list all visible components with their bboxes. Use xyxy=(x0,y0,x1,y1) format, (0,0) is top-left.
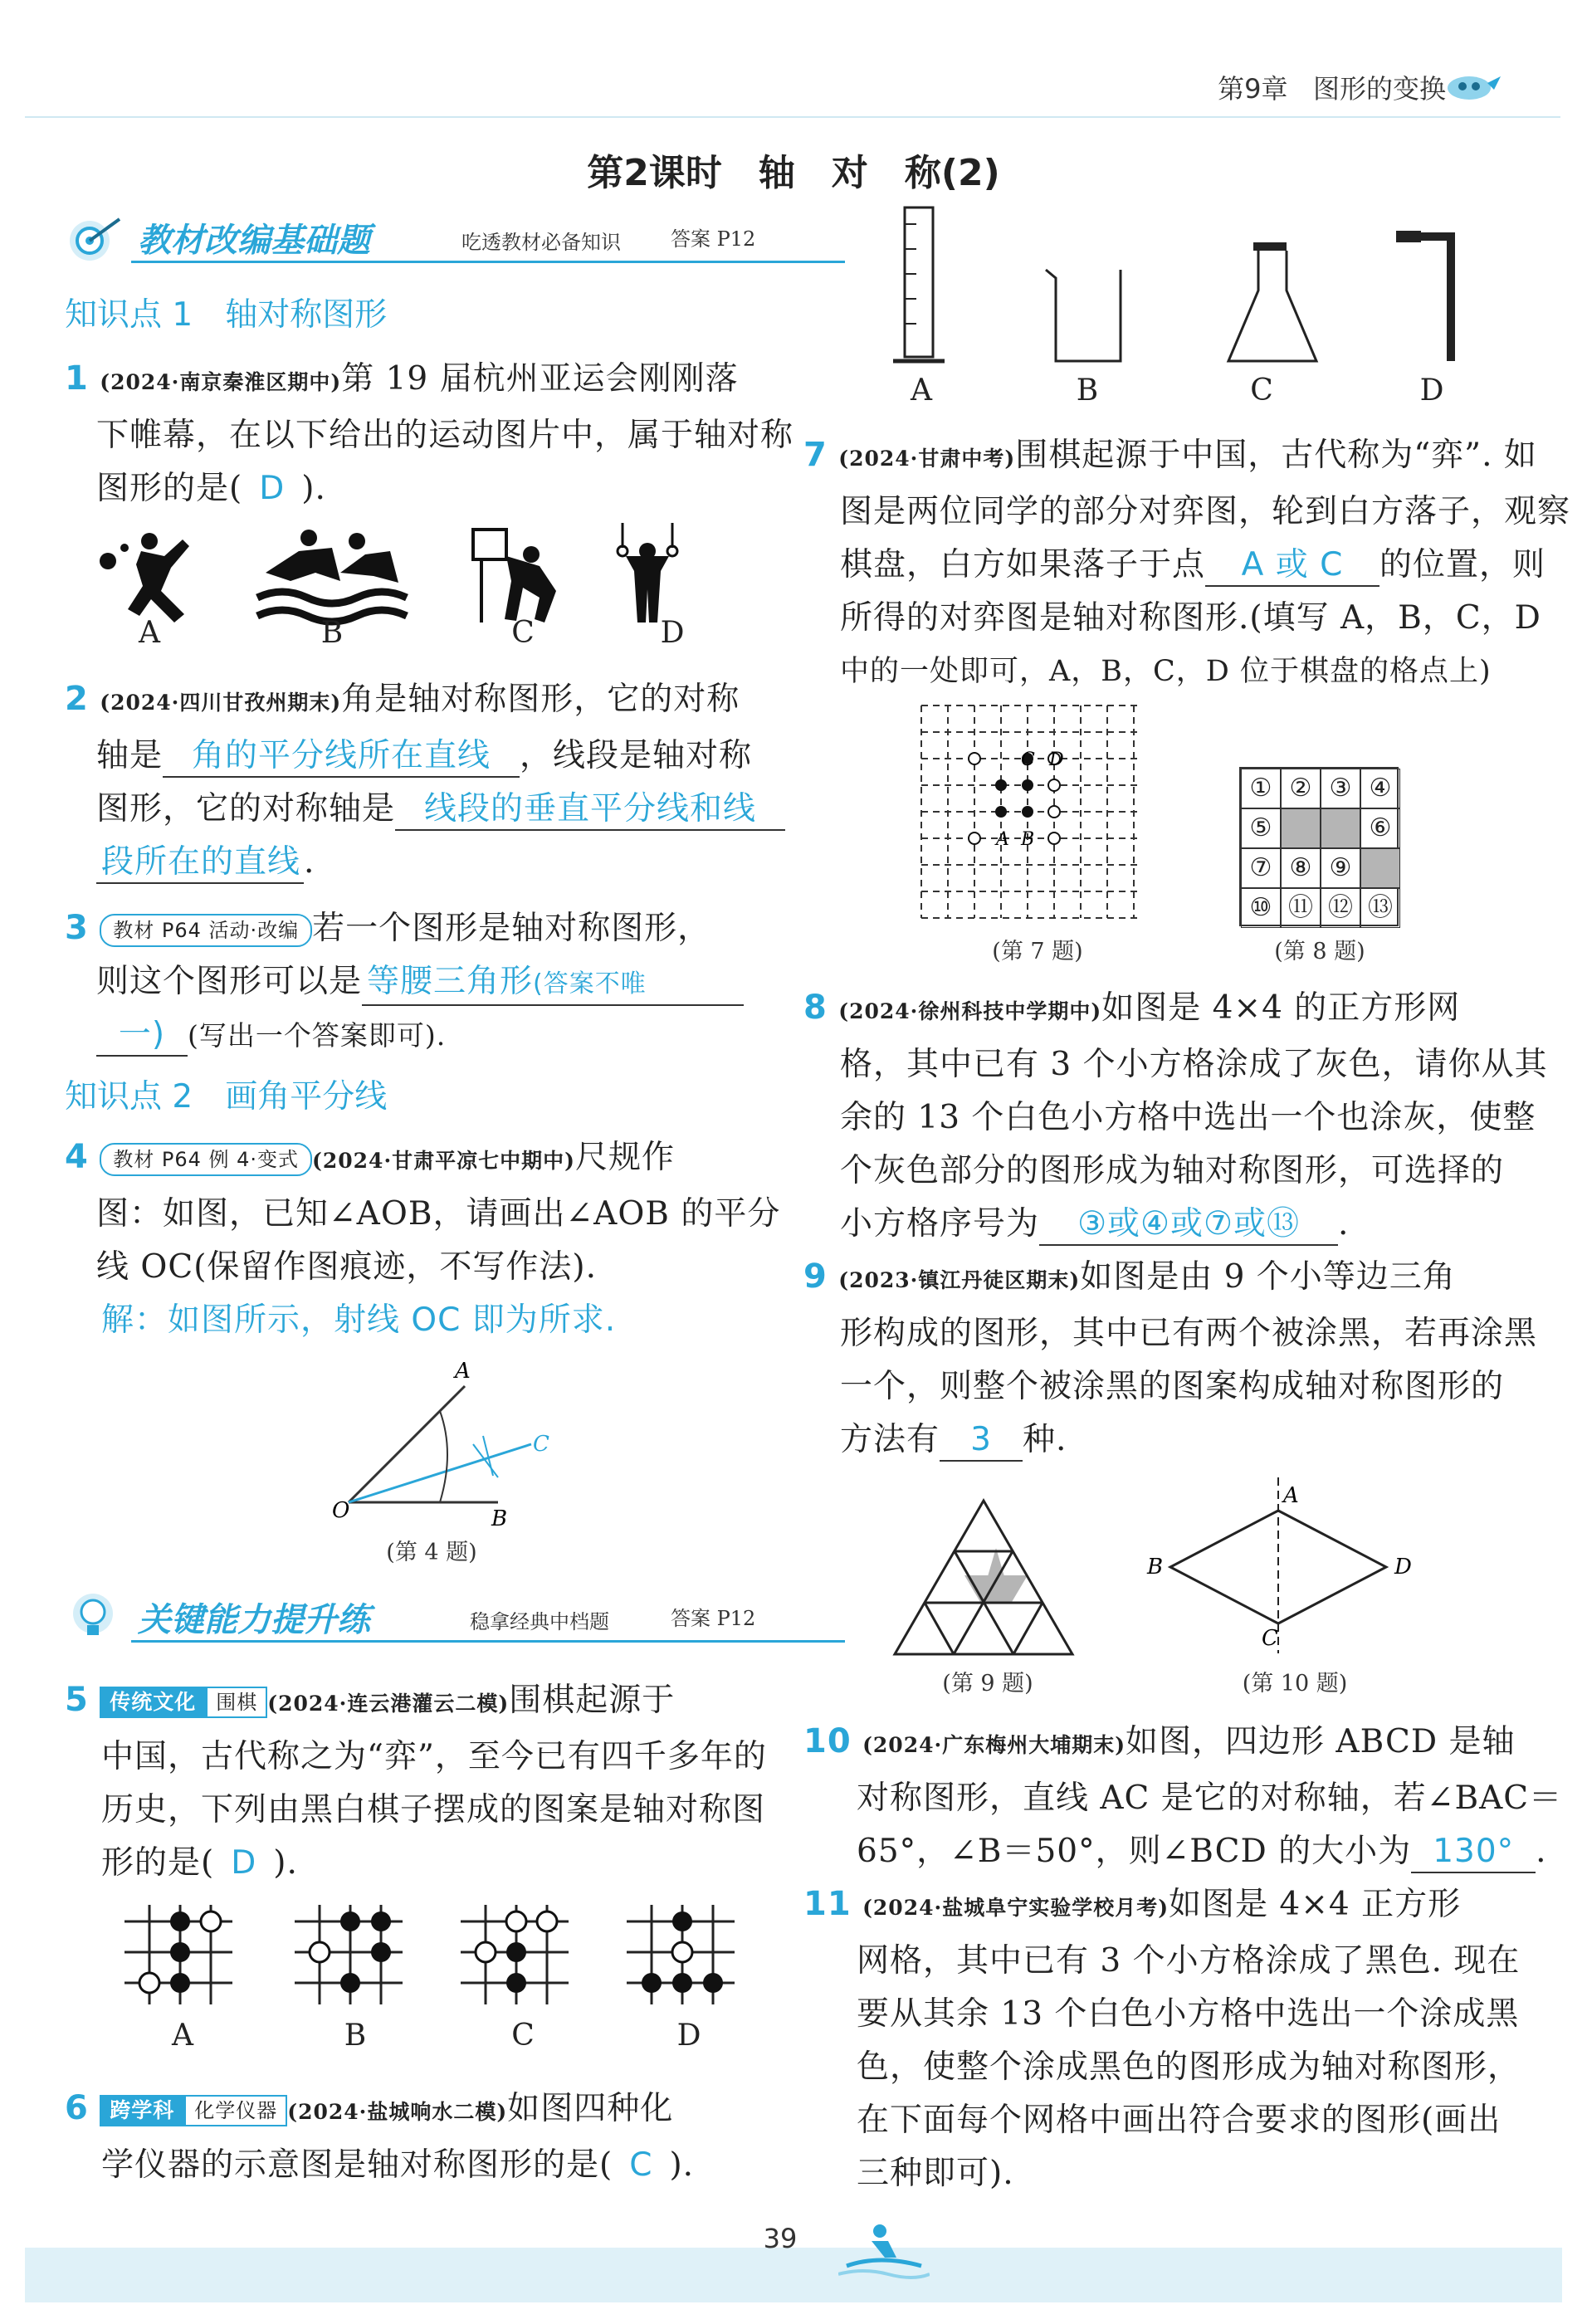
q5-number: 5 xyxy=(65,1681,89,1719)
q3-answer: 等腰三角形 xyxy=(367,963,534,1000)
section1-subtitle: 吃透教材必备知识 xyxy=(461,231,621,254)
question-4 xyxy=(65,1130,787,1347)
q8-cell-shaded xyxy=(1321,808,1360,848)
q11-number: 11 xyxy=(803,1885,852,1923)
q4-source: (2024·甘肃平凉七中期中) xyxy=(312,1149,575,1173)
q7-line3a: 棋盘，白方如果落子于点 xyxy=(840,546,1206,583)
q10-point-c: C xyxy=(1262,1626,1278,1651)
q3-line3: (写出一个答案即可). xyxy=(188,1019,447,1052)
q5-line1: 围棋起源于 xyxy=(509,1682,676,1719)
q4-source-tag: 教材 P64 例 4·变式 xyxy=(100,1143,312,1176)
q4-point-c: C xyxy=(533,1432,549,1457)
q8-line1: 如图是 4×4 的正方形网 xyxy=(1101,989,1461,1027)
q4-line3: 线 OC(保留作图痕迹，不写作法). xyxy=(96,1248,598,1286)
q9-line4b: 种. xyxy=(1023,1421,1067,1458)
q9-line4a: 方法有 xyxy=(840,1421,940,1458)
q3-line1: 若一个图形是轴对称图形， xyxy=(312,910,711,947)
q10-answer: 130° xyxy=(1411,1832,1536,1873)
question-2 xyxy=(65,672,787,889)
q4-angle-figure xyxy=(315,1353,581,1527)
q6-line2: 学仪器的示意图是轴对称图形的是( xyxy=(101,2146,613,2184)
q5-tag-culture: 传统文化 xyxy=(100,1687,206,1718)
q1-label-d: D xyxy=(660,616,685,650)
q6-number: 6 xyxy=(65,2089,89,2127)
question-7 xyxy=(803,428,1571,698)
q1-line1: 第 19 届杭州亚运会刚刚落 xyxy=(341,360,739,398)
section2-answer-ref: 答案 P12 xyxy=(671,1607,756,1630)
q8-line3: 余的 13 个白色小方格中选出一个也涂灰，使整 xyxy=(840,1099,1536,1136)
q3-line2a: 则这个图形可以是 xyxy=(96,963,363,1000)
q10-quadrilateral-figure xyxy=(1137,1469,1436,1660)
q5-end: ). xyxy=(273,1844,298,1882)
section2-banner xyxy=(65,1589,779,1647)
q7-point-b: B xyxy=(1021,829,1035,850)
q11-line3: 要从其余 13 个白色小方格中选出一个涂成黑 xyxy=(857,1995,1520,2033)
q5-tag-go: 围棋 xyxy=(206,1687,267,1718)
q8-cell-shaded xyxy=(1281,808,1321,848)
q9-line1: 如图是由 9 个小等边三角 xyxy=(1080,1258,1456,1296)
q5-go-patterns xyxy=(116,1901,747,2017)
q3-answer-note2: 一) xyxy=(96,1015,188,1057)
page-number: 39 xyxy=(763,2223,798,2254)
q2-line2a: 轴是 xyxy=(96,737,164,774)
running-header xyxy=(1218,68,1446,106)
q6-end: ). xyxy=(669,2146,695,2184)
q6-instruments xyxy=(872,199,1519,374)
page-title: 第2课时 轴 对 称(2) xyxy=(587,152,1000,194)
q8-end: . xyxy=(1338,1205,1350,1243)
chapter-number: 第9章 xyxy=(1218,73,1288,105)
q5-line3: 历史，下列由黑白棋子摆成的图案是轴对称图 xyxy=(101,1791,766,1828)
q8-answer: ③或④或⑦或⑬ xyxy=(1039,1204,1338,1246)
q8-line5a: 小方格序号为 xyxy=(840,1205,1040,1243)
synchronized-swimming-icon xyxy=(257,530,407,622)
q9-caption: (第 9 题) xyxy=(942,1671,1033,1697)
q6-label-a: A xyxy=(911,374,932,408)
q3-source-tag: 教材 P64 活动·改编 xyxy=(100,914,312,947)
q7-line5: 中的一处即可，A，B，C，D 位于棋盘的格点上) xyxy=(840,655,1492,688)
q6-tag-cross-subject: 跨学科 xyxy=(100,2095,184,2126)
basketball-icon xyxy=(473,530,556,622)
q11-line4: 色，使整个涂成黑色的图形成为轴对称图形， xyxy=(857,2048,1521,2086)
q8-grid xyxy=(1239,767,1399,926)
q2-source: (2024·四川甘孜州期末) xyxy=(100,691,342,715)
q7-caption: (第 7 题) xyxy=(992,939,1083,964)
q8-source: (2024·徐州科技中学期中) xyxy=(838,999,1102,1023)
q9-answer: 3 xyxy=(940,1420,1023,1462)
rings-gymnastics-icon xyxy=(618,523,677,622)
q5-source: (2024·连云港灌云二模) xyxy=(267,1692,510,1716)
q10-source: (2024·广东梅州大埔期末) xyxy=(862,1733,1126,1757)
q7-line4: 所得的对弈图是轴对称图形.(填写 A，B，C，D xyxy=(840,599,1541,637)
q10-line1: 如图，四边形 ABCD 是轴 xyxy=(1126,1723,1516,1760)
q9-line2: 形构成的图形，其中已有两个被涂黑，若再涂黑 xyxy=(840,1315,1538,1352)
q8-caption: (第 8 题) xyxy=(1274,939,1365,964)
q11-source: (2024·盐城阜宁实验学校月考) xyxy=(862,1896,1169,1920)
header-bird-icon xyxy=(1444,65,1502,106)
q6-label-c: C xyxy=(1250,374,1273,408)
q8-cell: ⑪ xyxy=(1281,888,1321,928)
q11-line5: 在下面每个网格中画出符合要求的图形(画出 xyxy=(857,2102,1502,2139)
q10-caption: (第 10 题) xyxy=(1242,1671,1348,1697)
q7-point-c: C xyxy=(1021,749,1035,770)
section2-underline xyxy=(131,1640,845,1643)
knowledge-point-2: 知识点 2 画角平分线 xyxy=(65,1078,388,1116)
q6-label-d: D xyxy=(1419,374,1444,408)
section1-banner xyxy=(65,209,779,267)
q1-answer: D xyxy=(259,470,286,507)
question-1 xyxy=(65,352,794,515)
q8-cell: ⑤ xyxy=(1241,808,1281,848)
q1-label-b: B xyxy=(320,616,344,650)
question-9 xyxy=(803,1250,1538,1467)
q11-line1: 如图是 4×4 正方形 xyxy=(1169,1886,1462,1923)
q4-line2: 图：如图，已知∠AOB，请画出∠AOB 的平分 xyxy=(96,1195,781,1233)
footer-band xyxy=(25,2248,1562,2302)
question-5 xyxy=(65,1673,787,1890)
q6-label-b: B xyxy=(1076,374,1099,408)
q5-pattern-c xyxy=(461,1905,569,2004)
q5-pattern-b xyxy=(295,1905,403,2004)
q4-line1: 尺规作 xyxy=(575,1139,676,1176)
q4-solution: 解：如图所示，射线 OC 即为所求. xyxy=(101,1301,617,1339)
q1-number: 1 xyxy=(65,359,89,398)
conical-flask-icon xyxy=(1228,242,1316,361)
header-rule xyxy=(25,116,1560,118)
q7-source: (2024·甘肃中考) xyxy=(838,447,1016,471)
q1-end: ). xyxy=(301,470,326,507)
q6-answer: C xyxy=(629,2146,653,2184)
q8-cell: ⑧ xyxy=(1281,848,1321,888)
q6-source: (2024·盐城响水二模) xyxy=(287,2100,508,2124)
q4-point-a: A xyxy=(455,1359,471,1384)
q4-number: 4 xyxy=(65,1138,89,1176)
q8-cell: ⑬ xyxy=(1360,888,1400,928)
question-8 xyxy=(803,981,1548,1251)
q5-label-d: D xyxy=(676,2019,701,2053)
section2-title: 关键能力提升练 xyxy=(138,1601,370,1639)
q7-line1: 围棋起源于中国，古代称为“弈”. 如 xyxy=(1015,437,1537,474)
q8-cell: ③ xyxy=(1321,769,1360,808)
section2-subtitle: 稳拿经典中档题 xyxy=(470,1610,609,1633)
graduated-cylinder-icon xyxy=(893,208,945,361)
q8-cell: ⑩ xyxy=(1241,888,1281,928)
target-icon xyxy=(65,214,131,264)
q4-point-o: O xyxy=(332,1498,350,1523)
lightbulb-icon xyxy=(65,1589,131,1647)
q1-source: (2024·南京秦淮区期中) xyxy=(100,370,342,394)
q8-line4: 个灰色部分的图形成为轴对称图形，可选择的 xyxy=(840,1152,1505,1189)
q2-answer1: 角的平分线所在直线 xyxy=(163,736,520,778)
q1-line2: 下帷幕，在以下给出的运动图片中，属于轴对称 xyxy=(96,417,794,454)
q8-number: 8 xyxy=(803,989,828,1027)
q1-label-c: C xyxy=(511,616,535,650)
q5-label-c: C xyxy=(511,2019,535,2053)
q1-label-a: A xyxy=(139,616,160,650)
q2-answer2b: 段所在的直线 xyxy=(96,842,304,884)
q2-end: . xyxy=(304,843,315,881)
q3-answer-note: (答案不唯 xyxy=(533,969,647,998)
q4-caption: (第 4 题) xyxy=(386,1540,477,1565)
q5-pattern-a xyxy=(125,1905,232,2004)
q5-answer: D xyxy=(231,1844,257,1882)
q9-triangle-figure xyxy=(888,1494,1087,1660)
question-11 xyxy=(803,1877,1534,2200)
q10-number: 10 xyxy=(803,1722,852,1760)
q8-cell: ① xyxy=(1241,769,1281,808)
q5-pattern-d xyxy=(627,1905,735,2004)
q6-line1: 如图四种化 xyxy=(507,2090,674,2127)
q10-line2: 对称图形，直线 AC 是它的对称轴，若∠BAC＝ xyxy=(857,1780,1563,1817)
q8-cell: ② xyxy=(1281,769,1321,808)
q8-cell: ⑦ xyxy=(1241,848,1281,888)
q5-line2: 中国，古代称之为“弈”，至今已有四千多年的 xyxy=(101,1738,767,1775)
bent-glass-tube-icon xyxy=(1396,231,1451,361)
q4-point-b: B xyxy=(491,1506,508,1527)
question-3 xyxy=(65,901,787,1062)
q11-line6: 三种即可). xyxy=(857,2155,1014,2192)
q5-label-a: A xyxy=(172,2019,193,2053)
q7-go-board xyxy=(913,697,1145,930)
q7-point-d: D xyxy=(1049,749,1064,770)
section1-answer-ref: 答案 P12 xyxy=(671,227,756,251)
q8-cell: ⑥ xyxy=(1360,808,1400,848)
q10-line3a: 65°，∠B＝50°，则∠BCD 的大小为 xyxy=(857,1833,1412,1870)
q2-line3a: 图形，它的对称轴是 xyxy=(96,790,396,828)
section1-underline xyxy=(131,261,845,263)
q3-number: 3 xyxy=(65,909,89,947)
q8-cell: ⑨ xyxy=(1321,848,1360,888)
knowledge-point-1: 知识点 1 轴对称图形 xyxy=(65,296,388,334)
q6-tag-chemistry: 化学仪器 xyxy=(184,2095,287,2126)
q7-line2: 图是两位同学的部分对弈图，轮到白方落子，观察 xyxy=(840,493,1571,530)
q10-point-b: B xyxy=(1147,1555,1164,1579)
q2-line1: 角是轴对称图形，它的对称 xyxy=(341,681,740,718)
q7-point-a: A xyxy=(996,829,1009,850)
q8-cell: ④ xyxy=(1360,769,1400,808)
q1-line3: 图形的是( xyxy=(96,470,243,507)
q9-number: 9 xyxy=(803,1257,828,1296)
q1-sport-figures xyxy=(91,523,739,631)
section1-title: 教材改编基础题 xyxy=(138,222,370,260)
chapter-title: 图形的变换 xyxy=(1312,73,1446,105)
q10-end: . xyxy=(1536,1833,1547,1870)
q7-answer: A 或 C xyxy=(1205,545,1379,587)
beaker-icon xyxy=(1046,270,1121,361)
surfer-icon xyxy=(838,2221,930,2279)
q7-number: 7 xyxy=(803,436,828,474)
q8-cell: ⑫ xyxy=(1321,888,1360,928)
q10-point-d: D xyxy=(1394,1555,1412,1579)
q11-line2: 网格，其中已有 3 个小方格涂成了黑色. 现在 xyxy=(857,1942,1521,1980)
table-tennis-icon xyxy=(100,533,189,622)
q5-label-b: B xyxy=(344,2019,367,2053)
question-10 xyxy=(803,1715,1563,1878)
q8-cell-shaded xyxy=(1360,848,1400,888)
q10-point-a: A xyxy=(1283,1483,1299,1508)
q9-line3: 一个，则整个被涂黑的图案构成轴对称图形的 xyxy=(840,1368,1505,1405)
q8-line2: 格，其中已有 3 个小方格涂成了灰色，请你从其 xyxy=(840,1046,1548,1083)
q2-line2b: ，线段是轴对称 xyxy=(520,737,753,774)
q2-answer2a: 线段的垂直平分线和线 xyxy=(395,789,785,831)
question-6 xyxy=(65,2082,787,2192)
q7-line3b: 的位置，则 xyxy=(1379,546,1546,583)
q2-number: 2 xyxy=(65,680,89,718)
q5-line4: 形的是( xyxy=(101,1844,215,1882)
q9-source: (2023·镇江丹徒区期末) xyxy=(838,1268,1081,1292)
